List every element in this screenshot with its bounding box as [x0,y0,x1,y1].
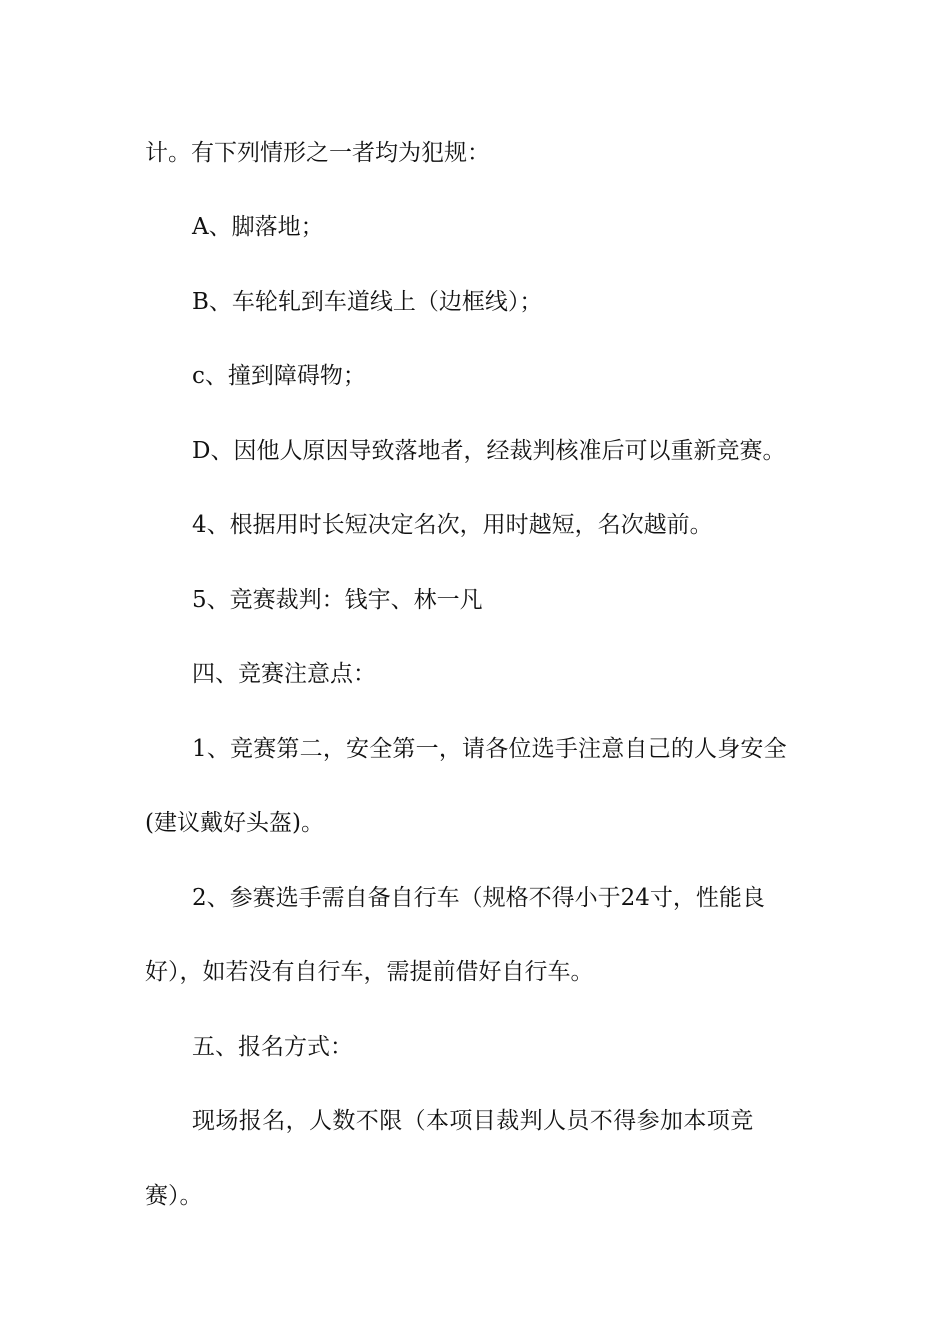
text-line-ranking: 4、根据用时长短决定名次，用时越短，名次越前。 [192,512,713,538]
text-line-bicycle-cont: 好），如若没有自行车，需提前借好自行车。 [145,959,594,985]
text-line-safety: 1、竞赛第二，安全第一，请各位选手注意自己的人身安全 [192,736,787,762]
text-line-rule-a: A、脚落地； [192,214,324,240]
text-line-rule-b: B、车轮轧到车道线上（边框线）； [192,289,543,315]
text-line-registration: 现场报名，人数不限（本项目裁判人员不得参加本项竞 [192,1108,754,1134]
text-line-safety-cont: (建议戴好头盔)。 [145,810,324,836]
text-line-rule-d: D、因他人原因导致落地者，经裁判核准后可以重新竞赛。 [192,438,786,464]
text-line-referees: 5、竞赛裁判：钱宇、林一凡 [192,587,483,613]
section-heading-notes: 四、竞赛注意点： [192,661,376,687]
text-line-violation-intro: 计。有下列情形之一者均为犯规： [145,140,490,166]
text-line-bicycle: 2、参赛选手需自备自行车（规格不得小于24寸，性能良 [192,885,765,911]
text-line-registration-cont: 赛）。 [145,1183,203,1209]
section-heading-registration: 五、报名方式： [192,1034,353,1060]
text-line-rule-c: c、撞到障碍物； [192,363,366,389]
